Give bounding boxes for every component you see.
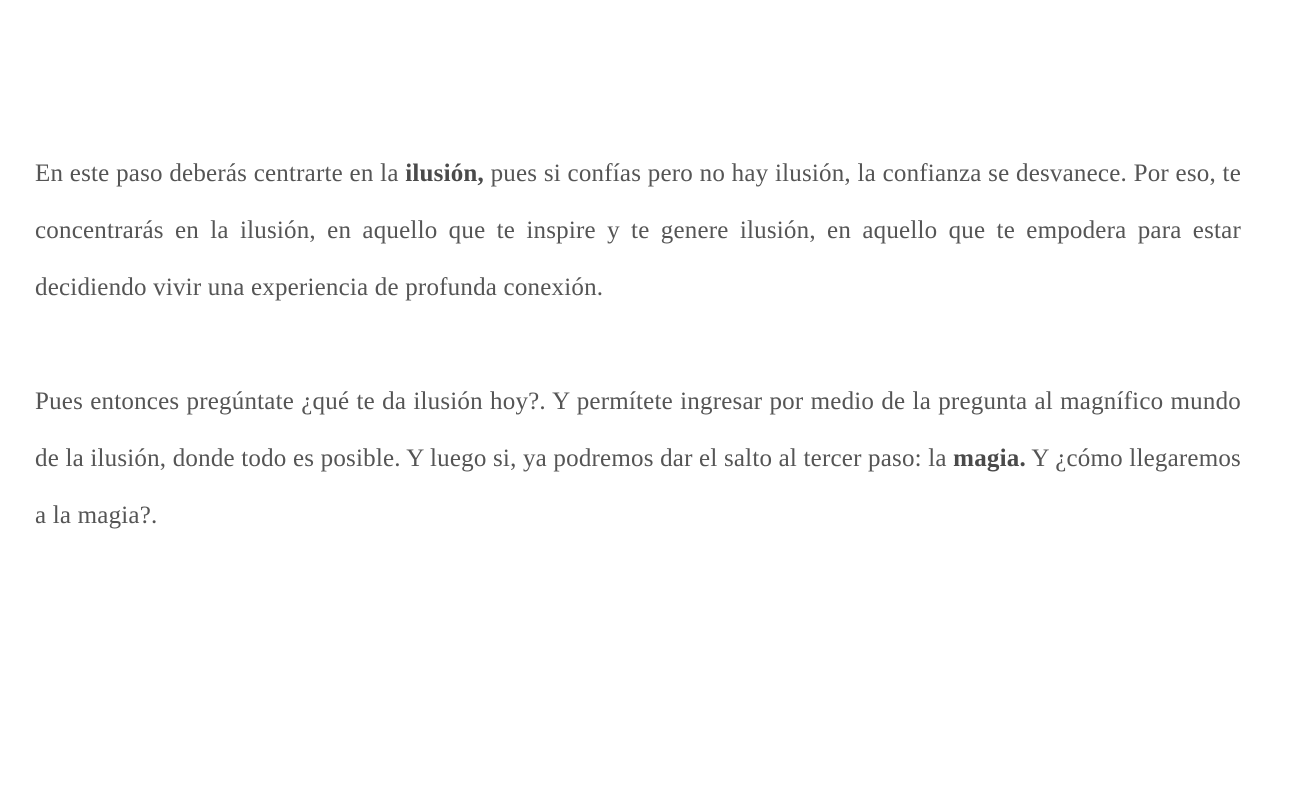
document-body xyxy=(35,145,1241,544)
keyword-ilusion: ilusión, xyxy=(405,160,484,187)
paragraph-2-text-start: Pues entonces pregúntate ¿qué te da ilusión hoy?. Y permítete ingresar por medio de la pregunta al magnífico mundo de la ilusión, donde todo es posible. Y luego si, ya podremos dar el salto al tercer paso: la xyxy=(35,388,1241,472)
paragraph-ilusion xyxy=(35,145,1241,316)
keyword-magia: magia. xyxy=(953,445,1026,472)
paragraph-1-text-end: pues si confías pero no hay ilusión, la confianza se desvanece. Por eso, te concentrarás en la ilusión, en aquello que te inspire y te genere ilusión, en aquello que te empodera para estar decidiendo vivir una experiencia de profunda conexión. xyxy=(35,160,1241,301)
paragraph-question xyxy=(35,373,1241,544)
paragraph-2-text-end: Y ¿cómo llegaremos a la magia?. xyxy=(35,445,1241,529)
paragraph-1-text-start: En este paso deberás centrarte en la xyxy=(35,160,406,187)
